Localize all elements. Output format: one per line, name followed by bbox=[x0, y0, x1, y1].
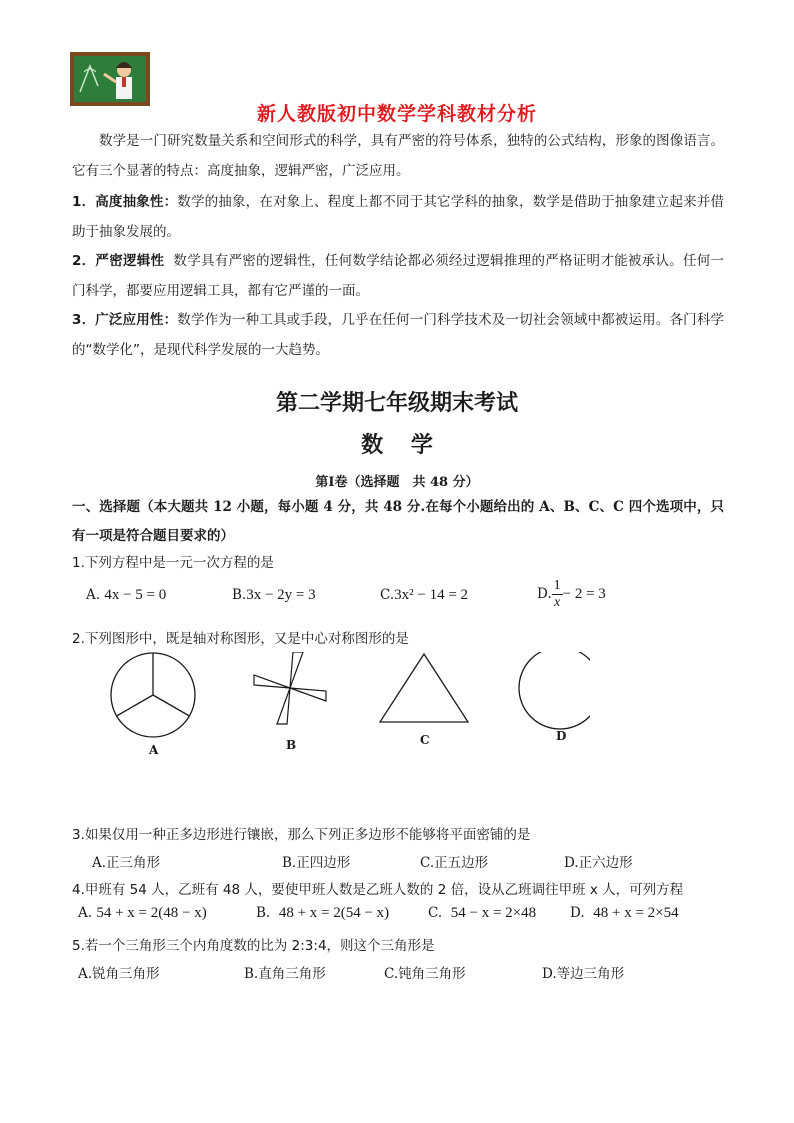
fraction: $\frac{1}{x}$ bbox=[553, 578, 561, 610]
question-3-stem: 3.如果仅用一种正多边形进行镶嵌，那么下列正多边形不能够将平面密铺的是 bbox=[72, 827, 531, 843]
question-5-option-b[interactable]: B.直角三角形 bbox=[244, 966, 326, 982]
figure-label-a: A bbox=[149, 743, 159, 757]
figure-label-c: C bbox=[420, 733, 430, 747]
intro-point-1 bbox=[72, 188, 724, 247]
point-label: 1．高度抽象性： bbox=[72, 194, 178, 210]
exam-subject: 数 学 bbox=[361, 432, 433, 458]
question-1-option-a[interactable]: A. 4x − 5 = 0 bbox=[86, 587, 167, 603]
figure-label-d: D bbox=[556, 729, 567, 743]
question-4-stem: 4.甲班有 54 人，乙班有 48 人，要使甲班人数是乙班人数的 2 倍，设从乙班调往甲班 x 人，可列方程 bbox=[72, 882, 684, 898]
question-4-option-c[interactable]: C. 54 − x = 2×48 bbox=[428, 905, 537, 921]
figure-label-b: B bbox=[286, 738, 297, 752]
question-3-option-a[interactable]: A.正三角形 bbox=[92, 855, 161, 871]
question-5-option-c[interactable]: C.钝角三角形 bbox=[384, 966, 466, 982]
figure-d-circle[interactable] bbox=[519, 652, 590, 729]
question-1-option-c[interactable]: C.3x² − 14 = 2 bbox=[380, 587, 469, 603]
figure-b-pinwheel[interactable] bbox=[254, 652, 326, 724]
exam-part: 第Ⅰ卷（选择题 共 48 分） bbox=[315, 475, 479, 490]
header-title: 新人教版初中数学学科教材分析 bbox=[256, 103, 537, 125]
intro-point-2 bbox=[72, 247, 724, 306]
teacher-blackboard-icon bbox=[70, 52, 150, 106]
question-4-option-b[interactable]: B. 48 + x = 2(54 − x) bbox=[256, 905, 390, 921]
point-label: 2．严密逻辑性 bbox=[72, 253, 165, 269]
point-label: 3．广泛应用性： bbox=[72, 312, 178, 328]
question-3-option-c[interactable]: C.正五边形 bbox=[420, 855, 489, 871]
question-4-option-a[interactable]: A. 54 + x = 2(48 − x) bbox=[78, 905, 207, 921]
question-3-option-b[interactable]: B.正四边形 bbox=[282, 855, 351, 871]
question-1-option-b[interactable]: B.3x − 2y = 3 bbox=[232, 587, 316, 603]
exam-title: 第二学期七年级期末考试 bbox=[275, 390, 518, 416]
question-1-option-d[interactable]: D. $\frac{1}{x}$ − 2 = 3 bbox=[537, 578, 606, 610]
question-2-stem: 2.下列图形中，既是轴对称图形，又是中心对称图形的是 bbox=[72, 631, 409, 647]
point-text: 数学的抽象，在对象上、程度上都不同于其它学科的抽象，数学是借助于抽象建立起来并借助于抽象发展的。 bbox=[72, 194, 724, 240]
question-1-stem: 1.下列方程中是一元一次方程的是 bbox=[72, 555, 274, 571]
question-5-stem: 5.若一个三角形三个内角度数的比为 2:3:4，则这个三角形是 bbox=[72, 938, 435, 954]
point-text: 数学具有严密的逻辑性，任何数学结论都必须经过逻辑推理的严格证明才能被承认。任何一门科学，都要应用逻辑工具，都有它严谨的一面。 bbox=[72, 253, 724, 299]
question-2-figures bbox=[100, 652, 590, 752]
intro-point-3 bbox=[72, 306, 724, 365]
intro-paragraph: 数学是一门研究数量关系和空间形式的科学，具有严密的符号体系，独特的公式结构，形象的图像语言。它有三个显著的特点：高度抽象，逻辑严密，广泛应用。 bbox=[72, 133, 724, 179]
question-4-option-d[interactable]: D. 48 + x = 2×54 bbox=[570, 905, 679, 921]
figure-c-triangle[interactable] bbox=[380, 654, 468, 722]
point-text: 数学作为一种工具或手段，几乎在任何一门科学技术及一切社会领域中都被运用。各门科学的“数学化”，是现代科学发展的一大趋势。 bbox=[72, 312, 724, 358]
question-5-option-d[interactable]: D.等边三角形 bbox=[542, 966, 625, 982]
figure-a-circle-three-sectors[interactable] bbox=[111, 653, 195, 737]
section-instructions: 一、选择题（本大题共 12 小题，每小题 4 分，共 48 分.在每个小题给出的 A、B、C、C 四个选项中，只有一项是符合题目要求的） bbox=[72, 499, 724, 544]
question-3-option-d[interactable]: D.正六边形 bbox=[564, 855, 633, 871]
question-5-option-a[interactable]: A.锐角三角形 bbox=[78, 966, 160, 982]
